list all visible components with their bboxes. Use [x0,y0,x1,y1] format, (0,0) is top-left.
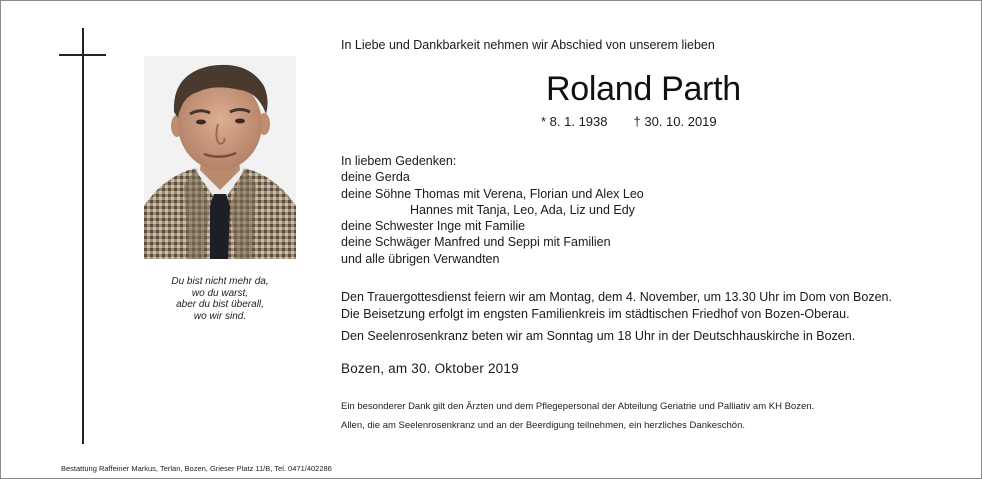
family-list [341,153,644,267]
family-line: deine Schwäger Manfred und Seppi mit Familien [341,235,611,250]
quote-line: aber du bist überall, [176,299,264,310]
place-and-date: Bozen, am 30. Oktober 2019 [341,361,519,376]
family-line: deine Schwester Inge mit Familie [341,219,526,234]
family-line: deine Söhne Thomas mit Verena, Florian und Alex Leo [341,186,644,201]
family-line: Hannes mit Tanja, Leo, Ada, Liz und Edy [410,202,635,217]
thanks-line: Allen, die am Seelenrosenkranz und an der Beerdigung teilnehmen, ein herzliches Dankeschön. [341,420,746,431]
thanks-line: Ein besonderer Dank gilt den Ärzten und dem Pflegepersonal der Abteilung Geriatrie und Palliativ am KH Bozen. [341,401,815,412]
funeral-home-footer: Bestattung Raffeiner Markus, Terlan, Bozen, Grieser Platz 11/B, Tel. 0471/402286 [61,464,332,473]
burial-line: Die Beisetzung erfolgt im engsten Familienkreis im städtischen Friedhof von Bozen-Oberau. [341,306,850,321]
quote-line: wo du warst, [191,287,249,299]
birth-date: * 8. 1. 1938 [541,114,608,129]
quote-line: Du bist nicht mehr da, [171,276,269,287]
intro-text: In Liebe und Dankbarkeit nehmen wir Abschied von unserem lieben [341,38,715,52]
life-dates [541,114,717,130]
family-heading: In liebem Gedenken: [341,154,457,168]
memorial-quote [144,276,296,322]
portrait-photo [144,56,296,259]
family-line: deine Gerda [341,170,410,185]
cross-horizontal-bar [59,54,106,56]
service-line: Den Trauergottesdienst feiern wir am Montag, dem 4. November, um 13.30 Uhr im Dom von Bozen. [341,290,892,304]
quote-line: wo wir sind. [193,310,247,322]
death-date: † 30. 10. 2019 [633,114,717,129]
funeral-service-info [341,289,892,322]
deceased-name: Roland Parth [546,70,741,108]
cross-vertical-bar [82,28,84,444]
family-line: und alle übrigen Verwandten [341,251,500,266]
rosary-info: Den Seelenrosenkranz beten wir am Sonntag um 18 Uhr in der Deutschhauskirche in Bozen. [341,329,856,343]
